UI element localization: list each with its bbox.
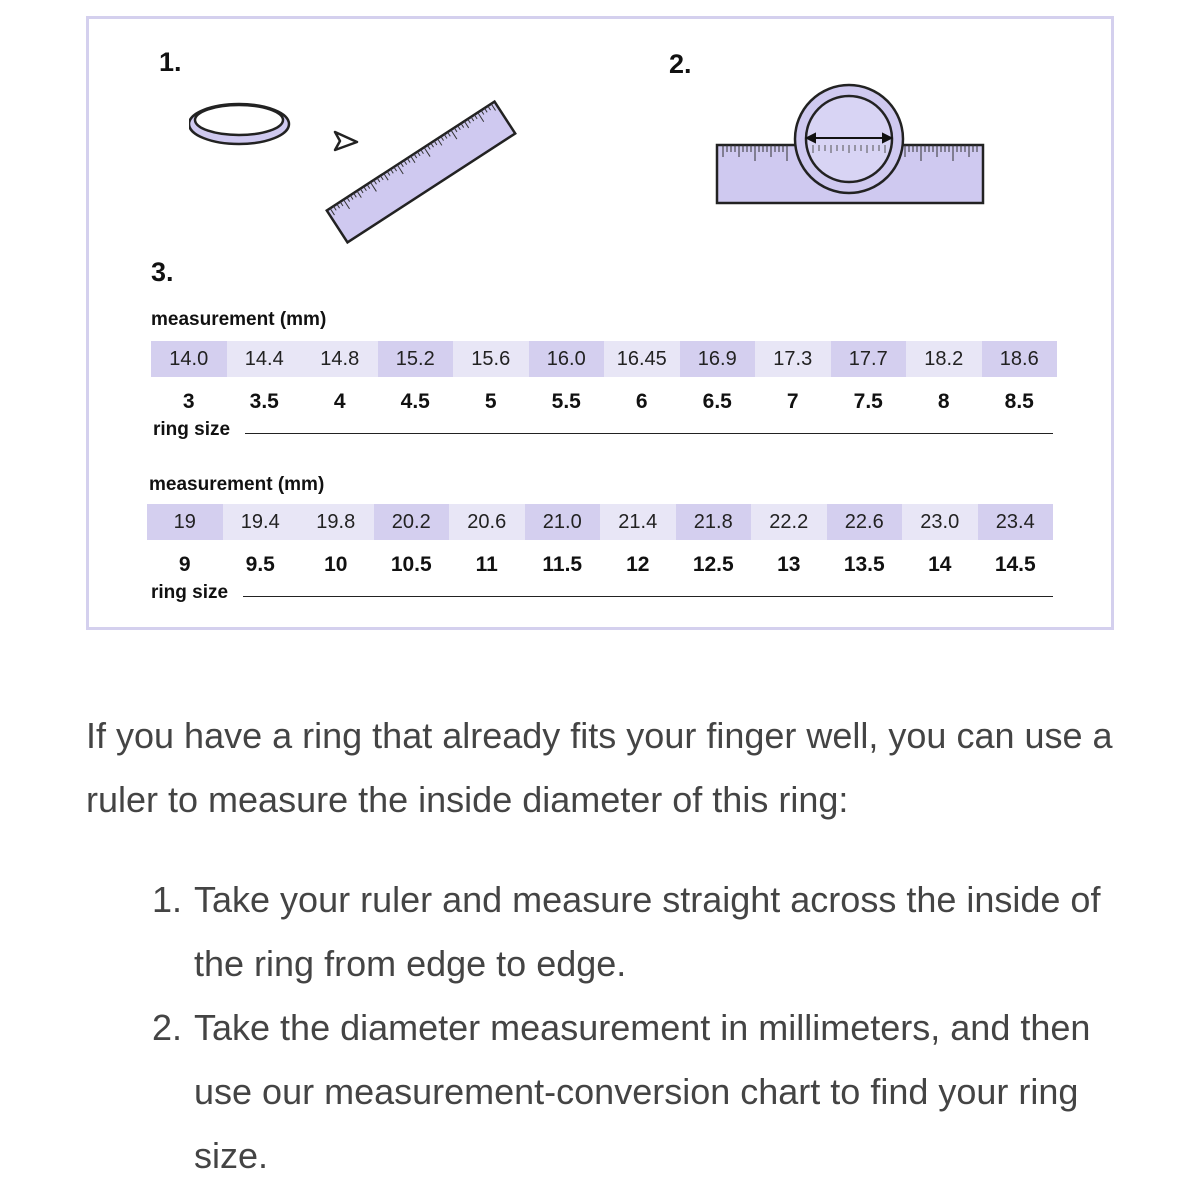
ring-size-cell: 6 <box>635 390 648 413</box>
ring-size-cell: 11.5 <box>542 553 583 576</box>
measurement-cell: 18.6 <box>982 341 1058 377</box>
measurement-cell: 16.9 <box>680 341 756 377</box>
measurement-cell: 23.0 <box>902 504 978 540</box>
measurement-cell: 17.7 <box>831 341 907 377</box>
ring-size-cell: 10.5 <box>390 553 432 576</box>
step-1-number: 1. <box>159 47 182 77</box>
table1-size-row <box>151 387 1057 417</box>
measurement-cell: 19.8 <box>298 504 374 540</box>
ring-size-cell: 12 <box>626 553 650 576</box>
measurement-cell: 21.8 <box>676 504 752 540</box>
measurement-cell: 16.45 <box>604 341 680 377</box>
measurement-cell: 14.8 <box>302 341 378 377</box>
table1-measurement-label: measurement (mm) <box>151 309 327 330</box>
table1-ring-size-label: ring size <box>153 419 231 440</box>
instruction-text: Take your ruler and measure straight across the inside of the ring from edge to edge. <box>194 879 1101 984</box>
ring-size-cell: 9 <box>178 553 191 576</box>
instruction-item <box>152 996 1142 1188</box>
measurement-cell: 17.3 <box>755 341 831 377</box>
ring-size-cell: 8.5 <box>1004 390 1034 413</box>
step-3-number: 3. <box>151 257 174 287</box>
ring-size-cell: 14 <box>928 553 952 576</box>
step-2-number: 2. <box>669 49 692 79</box>
ring-on-ruler-illustration <box>709 81 989 211</box>
instruction-number: 1. <box>152 879 183 920</box>
instruction-list <box>152 868 1142 1188</box>
measurement-cell: 14.4 <box>227 341 303 377</box>
ring-size-cell: 3 <box>182 390 195 413</box>
measurement-cell: 21.0 <box>525 504 601 540</box>
ring-size-cell: 3.5 <box>249 390 279 413</box>
measurement-cell: 19.4 <box>223 504 299 540</box>
arrow-right-icon <box>335 132 357 150</box>
measurement-cell: 20.6 <box>449 504 525 540</box>
ring-size-cell: 8 <box>937 390 950 413</box>
measurement-cell: 18.2 <box>906 341 982 377</box>
slanted-ruler-icon <box>327 102 515 243</box>
ring-size-cell: 12.5 <box>692 553 734 576</box>
instruction-text: Take the diameter measurement in millimeters, and then use our measurement-conversion chart to find your ring size. <box>194 1007 1091 1176</box>
measurement-cell: 14.0 <box>151 341 227 377</box>
table2-ring-size-label: ring size <box>151 582 229 603</box>
table2-size-row <box>147 550 1053 580</box>
measurement-cell: 15.2 <box>378 341 454 377</box>
table1-divider <box>245 433 1053 434</box>
ring-size-guide-figure <box>86 16 1114 630</box>
table2-divider <box>243 596 1053 597</box>
measurement-cell: 22.2 <box>751 504 827 540</box>
ring-size-cell: 14.5 <box>994 553 1036 576</box>
measurement-cell: 22.6 <box>827 504 903 540</box>
ring-size-cell: 5 <box>484 390 497 413</box>
instruction-item <box>152 868 1142 996</box>
ring-size-cell: 7.5 <box>853 390 883 413</box>
ring-size-cell: 9.5 <box>245 553 275 576</box>
ring-size-cell: 13 <box>777 553 801 576</box>
measurement-cell: 16.0 <box>529 341 605 377</box>
ring-size-cell: 6.5 <box>702 390 732 413</box>
paper-strip-ring-icon <box>189 104 289 144</box>
ring-size-cell: 4 <box>333 390 346 413</box>
measurement-cell: 19 <box>147 504 223 540</box>
measurement-cell: 21.4 <box>600 504 676 540</box>
ring-size-cell: 7 <box>786 390 799 413</box>
measurement-cell: 20.2 <box>374 504 450 540</box>
table2-measurement-label: measurement (mm) <box>149 474 325 495</box>
measurement-cell: 23.4 <box>978 504 1054 540</box>
ring-size-cell: 5.5 <box>551 390 581 413</box>
ring-size-cell: 11 <box>475 553 498 576</box>
table2-measurement-row <box>147 504 1053 540</box>
intro-paragraph: If you have a ring that already fits your finger well, you can use a ruler to measure the inside diameter of this ring: <box>86 715 1113 820</box>
measurement-cell: 15.6 <box>453 341 529 377</box>
ring-size-cell: 13.5 <box>843 553 885 576</box>
ring-size-cell: 10 <box>324 553 348 576</box>
ring-size-cell: 4.5 <box>400 390 430 413</box>
table1-measurement-row <box>151 341 1057 377</box>
strip-and-ruler-illustration <box>189 74 529 254</box>
instruction-number: 2. <box>152 1007 183 1048</box>
